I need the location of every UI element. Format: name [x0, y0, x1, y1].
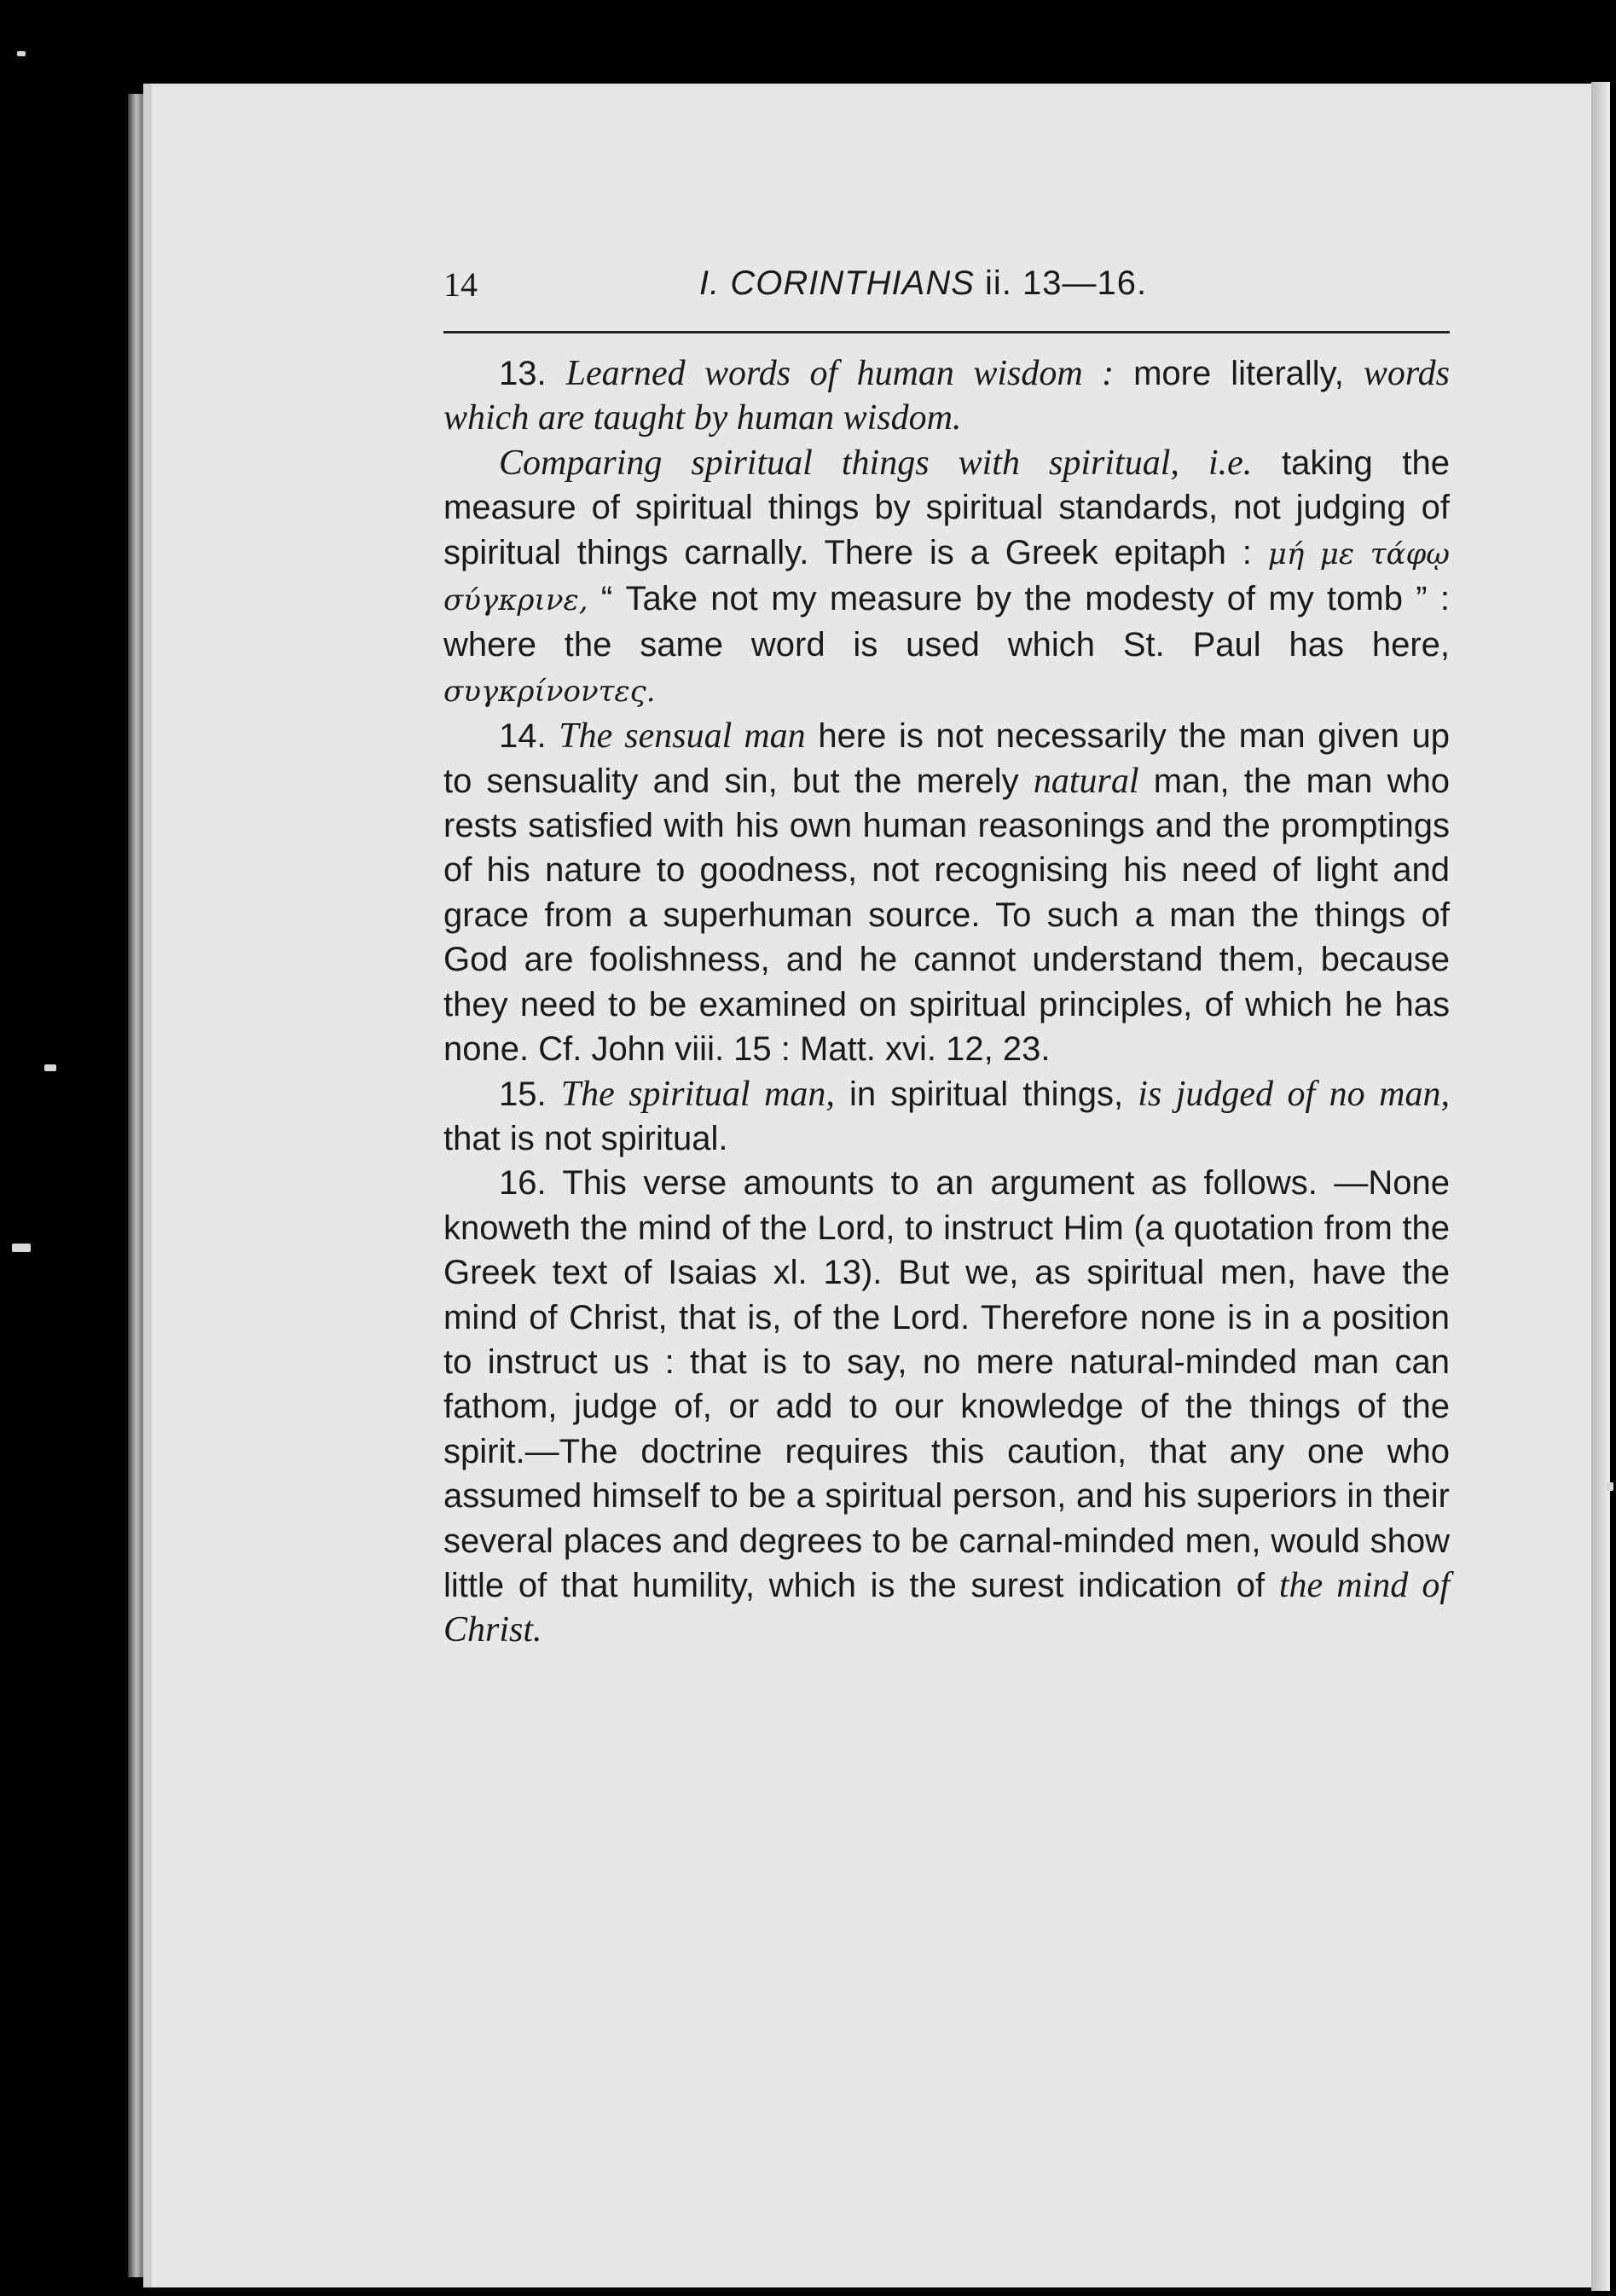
note-13-first: [443, 351, 1450, 441]
running-title: [699, 264, 1147, 303]
lemma-translation: words which are taught by human wisdom.: [443, 354, 1450, 438]
note-13-second: [443, 441, 1450, 714]
note-text: here is not necessarily the man given up to sensuality and sin, but the merely: [443, 717, 1450, 800]
note-text: in spiritual things,: [834, 1075, 1124, 1113]
scan-speck: [1607, 1482, 1613, 1491]
emphasis: natural: [1033, 761, 1139, 801]
lemma: The spiritual man,: [560, 1074, 835, 1114]
note-text: more literally,: [1114, 355, 1344, 392]
lemma: Comparing spiritual things with spiritual, i.e.: [499, 443, 1253, 483]
note-number: 15.: [499, 1075, 547, 1113]
header-rule: [443, 331, 1450, 333]
note-number: 13.: [499, 355, 547, 392]
commentary-text: [443, 351, 1450, 1653]
note-15: [443, 1072, 1450, 1162]
note-14: [443, 714, 1450, 1071]
note-16: [443, 1161, 1450, 1652]
greek-quotation: μή με τάφῳ σύγκρινε,: [443, 536, 1450, 618]
scan-speck: [12, 1244, 31, 1252]
page-number: 14: [443, 265, 478, 304]
note-text: that is not spiritual.: [443, 1119, 728, 1157]
note-text: taking the measure of spiritual things by spiritual standards, not judging of spiritual things carnally. There is a Greek epitaph :: [443, 444, 1450, 571]
lemma: is judged of no man,: [1138, 1074, 1450, 1114]
scan-speck: [17, 51, 26, 56]
running-title-reference: ii. 13—16.: [974, 264, 1148, 302]
greek-word: συγκρίνοντες.: [443, 674, 656, 709]
page-right-edge: [1591, 82, 1610, 2291]
lemma: Learned words of human wisdom :: [565, 354, 1115, 393]
emphasis: the mind of Christ.: [443, 1565, 1450, 1650]
running-header: [443, 264, 1450, 316]
note-number: 14.: [499, 717, 547, 756]
lemma: The sensual man: [559, 716, 806, 757]
note-text: man, the man who rests satisfied with his own human reasonings and the promptings of his nature to goodness, not recognising his need of light and grace from a superhuman source. To such a man the things of God are foolishness, and he cannot understand them, because they need to be examined on spiritual principles, of which he has none. Cf. John viii. 15 : Matt. xvi. 12, 23.: [443, 762, 1450, 1069]
scan-speck: [44, 1064, 56, 1071]
note-text: “ Take not my measure by the modesty of my tomb ” : where the same word is used which St. Paul has here,: [443, 580, 1450, 664]
note-text: This verse amounts to an argument as follows. —None knoweth the mind of the Lord, to instruct Him (a quotation from the Greek text of Isaias xl. 13). But we, as spiritual men, have the mind of Christ, that is, of the Lord. Therefore none is in a position to instruct us : that is to say, no mere natural-minded man can fathom, judge of, or add to our knowledge of the things of the spirit.—The doctrine requires this caution, that any one who assumed himself to be a spiritual person, and his superiors in their several places and degrees to be carnal-minded men, would show little of that humility, which is the surest indication of: [443, 1164, 1450, 1604]
note-number: 16.: [499, 1164, 547, 1203]
running-title-book: I. CORINTHIANS: [699, 264, 975, 302]
